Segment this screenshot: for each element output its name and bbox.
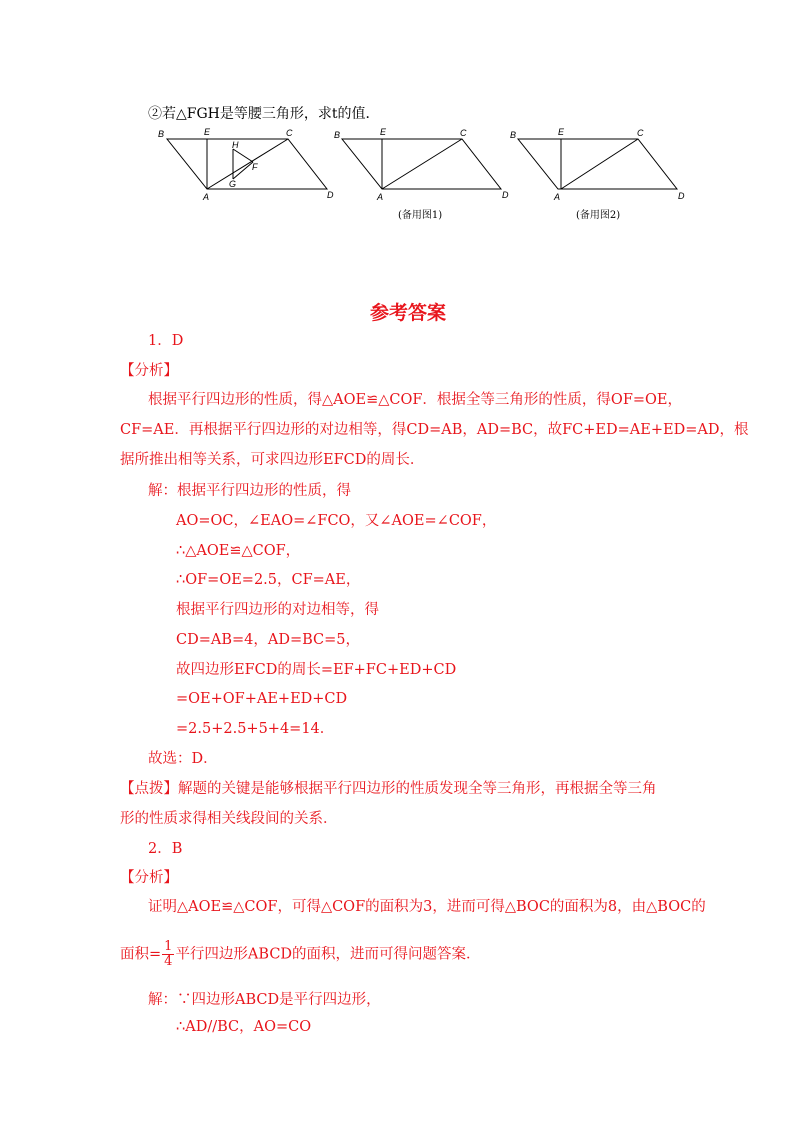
label-e: E	[380, 127, 387, 137]
parallelogram-abcd	[518, 139, 677, 189]
fraction-numerator: 1	[164, 939, 173, 954]
label-h: H	[232, 140, 239, 150]
label-a: A	[203, 192, 210, 202]
answer1-solution-line-3: ∴△AOE≌△COF，	[176, 543, 301, 559]
diagonal-ac	[207, 139, 288, 189]
figure-3-caption: (备用图2)	[576, 210, 621, 221]
answer1-solution-line-2: AO=OC，∠EAO=∠FCO，又∠AOE=∠COF，	[176, 513, 497, 529]
question-part-text: ②若△FGH是等腰三角形，求t的值．	[148, 106, 380, 122]
answer-title: 参考答案	[370, 302, 447, 324]
answer2-solution-line-2: ∴AD//BC，AO=CO	[176, 1019, 312, 1035]
label-a: A	[554, 192, 561, 202]
figure-3	[505, 125, 695, 205]
figure-1	[155, 125, 340, 205]
answer1-solution-line-5: 根据平行四边形的对边相等，得	[176, 602, 379, 618]
answer1-solution-line-4: ∴OF=OE=2.5，CF=AE，	[176, 572, 361, 588]
label-a: A	[377, 192, 384, 202]
answer1-tip-line-1: 【点拨】解题的关键是能够根据平行四边形的性质发现全等三角形，再根据全等三角	[120, 781, 657, 797]
label-c: C	[286, 128, 293, 138]
segment-hf	[233, 149, 253, 162]
answer1-solution-line-9: =2.5+2.5+5+4=14．	[176, 721, 335, 737]
figure-2-caption: (备用图1)	[398, 210, 443, 221]
label-d: D	[502, 190, 509, 200]
answer1-conclusion: 故选：D．	[148, 751, 218, 767]
answer2-analysis-line-2	[120, 940, 481, 969]
label-g: G	[229, 179, 237, 189]
figure-2	[330, 125, 515, 205]
answer1-number: 1．D	[148, 333, 184, 349]
answer1-solution-line-7: 故四边形EFCD的周长=EF+FC+ED+CD	[176, 662, 457, 678]
label-c: C	[460, 128, 467, 138]
label-d: D	[327, 190, 334, 200]
label-f: F	[252, 162, 258, 172]
answer2-solution-line-1: 解：∵四边形ABCD是平行四边形，	[148, 992, 381, 1008]
label-e: E	[204, 127, 211, 137]
answer1-analysis-line-1: 根据平行四边形的性质，得△AOE≌△COF．根据全等三角形的性质，得OF=OE，	[148, 392, 683, 408]
segment-gf	[233, 162, 253, 179]
label-d: D	[678, 191, 685, 201]
answer1-analysis-line-2: CF=AE．再根据平行四边形的对边相等，得CD=AB，AD=BC，故FC+ED=AE+ED=AD，根	[120, 422, 749, 438]
label-b: B	[334, 130, 341, 140]
diagonal-ac	[382, 139, 462, 189]
diagonal-ac	[561, 139, 638, 189]
answer2-analysis-tag: 【分析】	[120, 870, 178, 886]
label-b: B	[510, 130, 517, 140]
answer1-analysis-line-3: 据所推出相等关系，可求四边形EFCD的周长．	[120, 452, 425, 468]
fraction-one-quarter	[162, 940, 174, 969]
label-b: B	[158, 129, 165, 139]
answer1-solution-line-6: CD=AB=4，AD=BC=5，	[176, 632, 361, 648]
fraction-denominator: 4	[164, 954, 173, 969]
label-c: C	[637, 128, 644, 138]
answer1-analysis-tag: 【分析】	[120, 363, 178, 379]
answer2-number: 2．B	[148, 841, 183, 857]
answer2-analysis-line-2-after: 平行四边形ABCD的面积，进而可得问题答案．	[175, 946, 481, 963]
answer1-tip-line-2: 形的性质求得相关线段间的关系．	[120, 811, 338, 827]
label-e: E	[558, 127, 565, 137]
answer1-solution-line-8: =OE+OF+AE+ED+CD	[176, 691, 348, 707]
answer2-analysis-line-2-before: 面积=	[120, 946, 162, 963]
answer1-solution-line-1: 解：根据平行四边形的性质，得	[148, 483, 351, 499]
answer2-analysis-line-1: 证明△AOE≌△COF，可得△COF的面积为3，进而可得△BOC的面积为8，由△BOC的	[148, 899, 706, 915]
